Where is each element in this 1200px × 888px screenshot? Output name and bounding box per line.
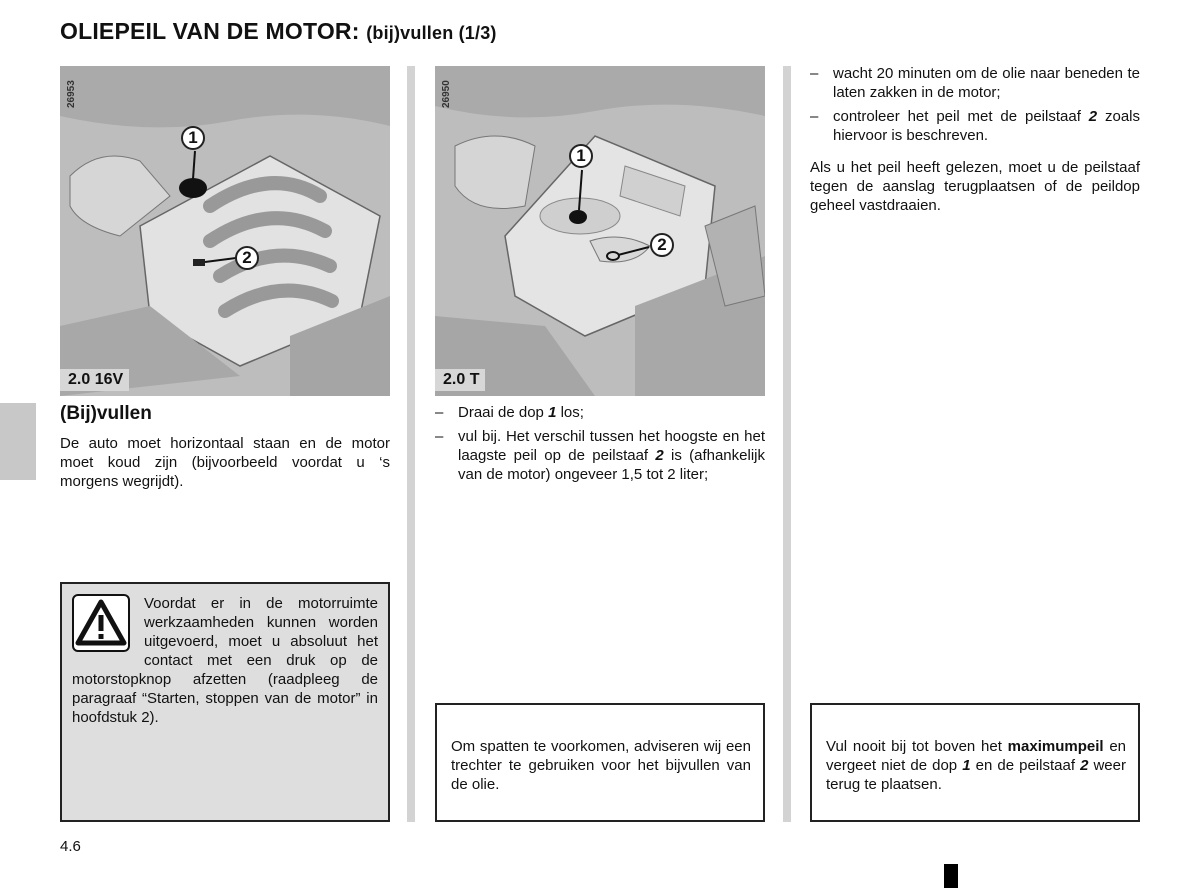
funnel-note-box bbox=[435, 703, 765, 822]
max-level-note-text: Vul nooit bij tot boven het maximumpeil en vergeet niet de dop 1 en de peilstaaf 2 weer terug te plaatsen. bbox=[826, 738, 1126, 793]
page-title-sub: (bij)vullen (1/3) bbox=[366, 23, 497, 43]
steps-list-col3 bbox=[810, 64, 1140, 150]
engine-illustration bbox=[435, 66, 765, 396]
engine-label: 2.0 T bbox=[435, 369, 485, 391]
engine-illustration bbox=[60, 66, 390, 396]
callout-2: 2 bbox=[235, 246, 259, 270]
engine-label: 2.0 16V bbox=[60, 369, 129, 391]
warning-box bbox=[60, 582, 390, 822]
list-item: – vul bij. Het verschil tussen het hoogste en het laagste peil op de peilstaaf 2 is (afhankelijk van de motor) ongeveer 1,5 tot 2 liter; bbox=[435, 427, 765, 484]
warning-text: Voordat er in de motorruimte werkzaamheden kunnen worden uitgevoerd, moet u absoluut het contact met een druk op de motorstopknop afzetten (raadpleeg de paragraaf “Starten, stoppen van de motor” in hoofdstuk 2). bbox=[72, 595, 378, 726]
steps-list-col2 bbox=[435, 403, 765, 489]
engine-figure-2-0-t bbox=[435, 66, 765, 396]
dipstick-paragraph: Als u het peil heeft gelezen, moet u de peilstaaf tegen de aanslag terugplaatsen of de peildop geheel vastdraaien. bbox=[810, 159, 1140, 214]
oil-cap-marker bbox=[569, 210, 587, 224]
max-level-note-box bbox=[810, 703, 1140, 822]
section-heading: (Bij)vullen bbox=[60, 403, 152, 424]
column-divider bbox=[783, 66, 791, 822]
funnel-note-text: Om spatten te voorkomen, adviseren wij een trechter te gebruiken voor het bijvullen van de olie. bbox=[451, 738, 751, 793]
page-title-main: OLIEPEIL VAN DE MOTOR: bbox=[60, 18, 360, 44]
page-edge-marker bbox=[944, 864, 958, 888]
list-item: – Draai de dop 1 los; bbox=[435, 403, 765, 422]
intro-paragraph: De auto moet horizontaal staan en de motor moet koud zijn (bijvoorbeeld voordat u ‘s morgens wegrijdt). bbox=[60, 435, 390, 490]
list-item: – controleer het peil met de peilstaaf 2 zoals hiervoor is beschreven. bbox=[810, 107, 1140, 145]
page-number: 4.6 bbox=[60, 838, 81, 855]
chapter-tab bbox=[0, 403, 36, 480]
list-item: – wacht 20 minuten om de olie naar beneden te laten zakken in de motor; bbox=[810, 64, 1140, 102]
figure-code: 26950 bbox=[441, 80, 452, 108]
callout-1: 1 bbox=[181, 126, 205, 150]
figure-code: 26953 bbox=[66, 80, 77, 108]
page-title bbox=[60, 18, 497, 45]
oil-cap-marker bbox=[179, 178, 207, 198]
dipstick-marker bbox=[193, 259, 205, 266]
callout-2: 2 bbox=[650, 233, 674, 257]
callout-1: 1 bbox=[569, 144, 593, 168]
column-divider bbox=[407, 66, 415, 822]
engine-figure-2-0-16v bbox=[60, 66, 390, 396]
